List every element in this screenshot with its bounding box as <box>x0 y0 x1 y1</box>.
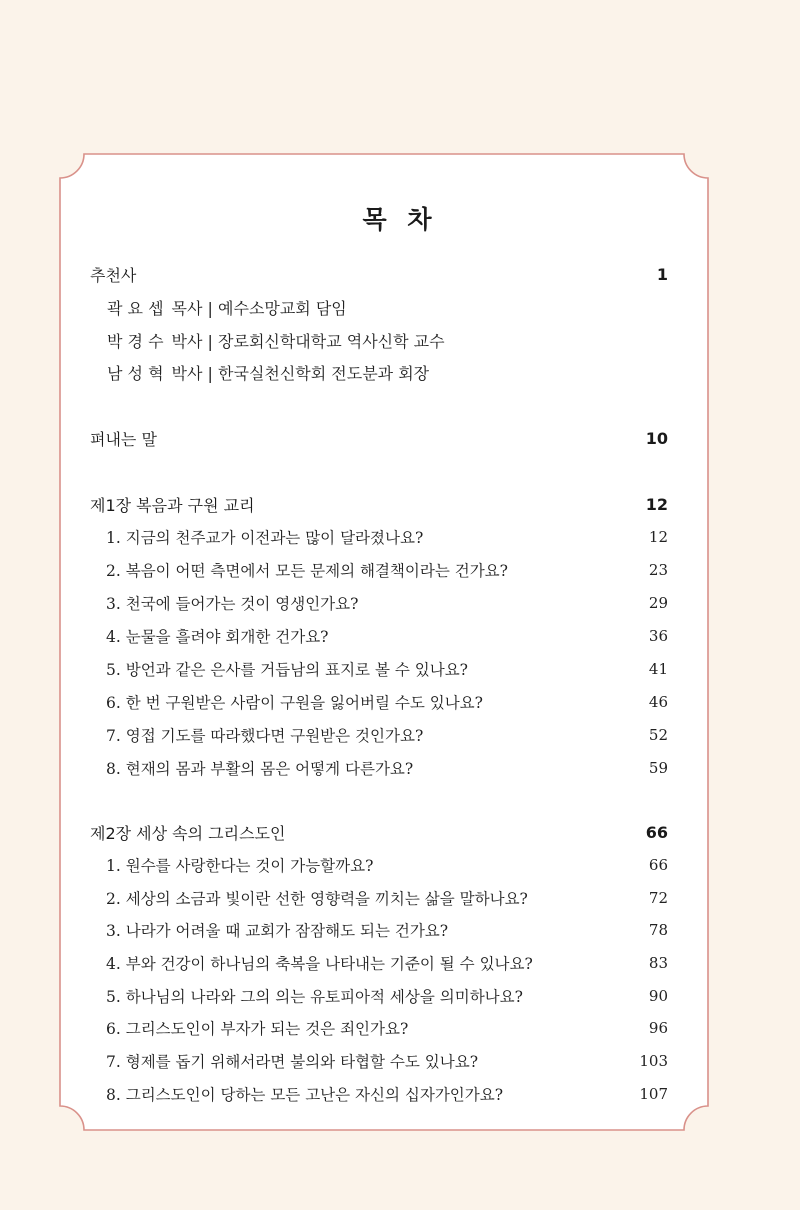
toc-item[interactable] <box>106 1013 668 1043</box>
item-page: 36 <box>648 627 668 645</box>
item-title: 1. 원수를 사랑한다는 것이 가능할까요? <box>106 857 374 875</box>
item-title: 2. 복음이 어떤 측면에서 모든 문제의 해결책이라는 건가요? <box>106 562 508 580</box>
item-page: 46 <box>648 693 668 711</box>
recommender-name: 남 성 혁 <box>107 363 164 383</box>
toc-item[interactable] <box>106 1079 668 1109</box>
item-title: 6. 그리스도인이 부자가 되는 것은 죄인가요? <box>106 1020 409 1038</box>
toc-item[interactable] <box>106 1046 668 1076</box>
recommender-3: 남 성 혁 박사 | 한국실천신학회 전도분과 회장 <box>107 363 430 383</box>
item-title: 1. 지금의 천주교가 이전과는 많이 달라졌나요? <box>106 529 424 547</box>
item-page: 12 <box>648 528 668 546</box>
toc-item[interactable] <box>106 687 668 717</box>
item-title: 8. 현재의 몸과 부활의 몸은 어떻게 다른가요? <box>106 760 414 778</box>
item-page: 90 <box>648 987 668 1005</box>
recommender-name: 곽 요 셉 <box>107 298 164 318</box>
toc-item[interactable] <box>106 981 668 1011</box>
recommender-affiliation: 예수소망교회 담임 <box>218 298 347 318</box>
section-label: 추천사 <box>90 265 137 285</box>
toc-item[interactable] <box>106 654 668 684</box>
toc-section-ch1[interactable] <box>90 489 668 519</box>
toc-item[interactable] <box>106 522 668 552</box>
item-title: 8. 그리스도인이 당하는 모든 고난은 자신의 십자가인가요? <box>106 1086 504 1104</box>
toc-item[interactable] <box>106 621 668 651</box>
item-title: 2. 세상의 소금과 빛이란 선한 영향력을 끼치는 삶을 말하나요? <box>106 890 528 908</box>
item-page: 83 <box>648 954 668 972</box>
item-page: 29 <box>648 594 668 612</box>
recommender-name: 박 경 수 <box>107 331 164 351</box>
recommender-title: 목사 <box>171 298 203 318</box>
section-page: 1 <box>656 264 668 284</box>
item-title: 7. 형제를 돕기 위해서라면 불의와 타협할 수도 있나요? <box>106 1053 479 1071</box>
item-title: 3. 천국에 들어가는 것이 영생인가요? <box>106 595 359 613</box>
item-title: 7. 영접 기도를 따라했다면 구원받은 것인가요? <box>106 727 424 745</box>
item-page: 52 <box>648 726 668 744</box>
toc-item[interactable] <box>106 555 668 585</box>
toc-item[interactable] <box>106 753 668 783</box>
section-label: 펴내는 말 <box>90 429 157 449</box>
toc-item[interactable] <box>106 588 668 618</box>
item-title: 5. 방언과 같은 은사를 거듭남의 표지로 볼 수 있나요? <box>106 661 468 679</box>
item-page: 59 <box>648 759 668 777</box>
item-page: 78 <box>648 921 668 939</box>
section-page: 10 <box>645 428 668 448</box>
section-label: 제1장 복음과 구원 교리 <box>90 495 255 515</box>
item-page: 103 <box>639 1052 668 1070</box>
item-page: 72 <box>648 889 668 907</box>
item-title: 6. 한 번 구원받은 사람이 구원을 잃어버릴 수도 있나요? <box>106 694 483 712</box>
toc-item[interactable] <box>106 720 668 750</box>
recommender-1: 곽 요 셉 목사 | 예수소망교회 담임 <box>107 298 347 318</box>
section-label: 제2장 세상 속의 그리스도인 <box>90 823 286 843</box>
item-title: 4. 부와 건강이 하나님의 축복을 나타내는 기준이 될 수 있나요? <box>106 955 533 973</box>
recommender-affiliation: 한국실천신학회 전도분과 회장 <box>218 363 430 383</box>
toc-item[interactable] <box>106 948 668 978</box>
toc-item[interactable] <box>106 915 668 945</box>
toc-item[interactable] <box>106 883 668 913</box>
section-page: 66 <box>645 822 668 842</box>
item-title: 4. 눈물을 흘려야 회개한 건가요? <box>106 628 329 646</box>
item-page: 96 <box>648 1019 668 1037</box>
toc-section-ch2[interactable] <box>90 817 668 847</box>
item-page: 23 <box>648 561 668 579</box>
recommender-title: 박사 <box>171 363 203 383</box>
page-title: 목 차 <box>362 205 438 234</box>
item-title: 3. 나라가 어려울 때 교회가 잠잠해도 되는 건가요? <box>106 922 449 940</box>
recommender-2: 박 경 수 박사 | 장로회신학대학교 역사신학 교수 <box>107 331 445 351</box>
toc-section-preface[interactable] <box>90 423 668 453</box>
recommender-title: 박사 <box>171 331 203 351</box>
section-page: 12 <box>645 494 668 514</box>
item-page: 41 <box>648 660 668 678</box>
item-page: 66 <box>648 856 668 874</box>
item-page: 107 <box>639 1085 668 1103</box>
recommender-affiliation: 장로회신학대학교 역사신학 교수 <box>218 331 445 351</box>
toc-item[interactable] <box>106 850 668 880</box>
toc-section-recommend[interactable] <box>90 259 668 289</box>
item-title: 5. 하나님의 나라와 그의 의는 유토피아적 세상을 의미하나요? <box>106 988 523 1006</box>
